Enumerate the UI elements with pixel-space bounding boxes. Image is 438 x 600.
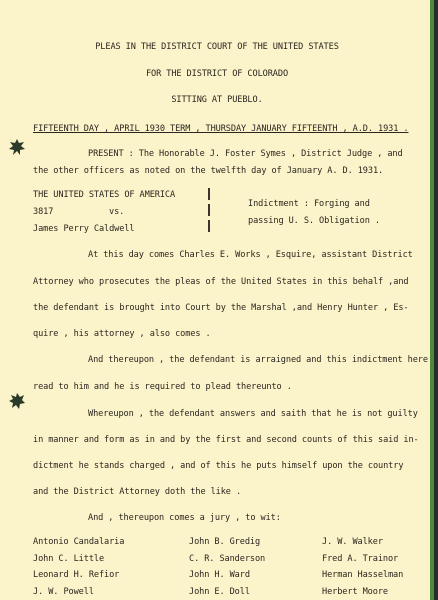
caption-divider-2: [208, 204, 210, 216]
juror-name: John E. Doll: [189, 587, 250, 597]
paragraph-2-line-2: read to him and he is required to plead thereunto .: [33, 382, 292, 392]
paragraph-3-line-1: Whereupon , the defendant answers and saith that he is not guilty: [88, 409, 418, 419]
juror-name: Leonard H. Refior: [33, 570, 120, 580]
juror-name: Herbert Moore: [322, 587, 388, 597]
paragraph-3-line-3: dictment he stands charged , and of this he puts himself upon the country: [33, 461, 404, 471]
page-edge: [430, 0, 434, 600]
caption-charge-1: Indictment : Forging and: [248, 199, 370, 209]
caption-plaintiff: THE UNITED STATES OF AMERICA: [33, 190, 176, 200]
juror-name: John B. Gredig: [189, 537, 261, 547]
paragraph-2-line-1: And thereupon , the defendant is arraigned and this indictment here: [88, 355, 428, 365]
caption-case-number: 3817: [33, 207, 54, 217]
punch-hole-mark-bottom-icon: [8, 392, 26, 410]
caption-divider-3: [208, 220, 210, 232]
paragraph-3-line-2: in manner and form as in and by the first and second counts of this said in-: [33, 435, 419, 445]
juror-name: Herman Hasselman: [322, 570, 404, 580]
juror-name: John C. Little: [33, 554, 105, 564]
juror-name: John H. Ward: [189, 570, 250, 580]
juror-name: Antonio Candalaria: [33, 537, 125, 547]
present-line-1: PRESENT : The Honorable J. Foster Symes , District Judge , and: [88, 149, 403, 159]
paragraph-1-line-2: Attorney who prosecutes the pleas of the United States in this behalf ,and: [33, 277, 409, 287]
session-line: FIFTEENTH DAY , APRIL 1930 TERM , THURSDAY JANUARY FIFTEENTH , A.D. 1931 .: [33, 124, 409, 134]
present-line-2: the other officers as noted on the twelfth day of January A. D. 1931.: [33, 166, 384, 176]
paragraph-1-line-4: quire , his attorney , also comes .: [33, 329, 211, 339]
paragraph-1-line-3: the defendant is brought into Court by the Marshal ,and Henry Hunter , Es-: [33, 303, 409, 313]
juror-name: Fred A. Trainor: [322, 554, 399, 564]
paragraph-3-line-4: and the District Attorney doth the like .: [33, 487, 242, 497]
court-heading: PLEAS IN THE DISTRICT COURT OF THE UNITED STATES: [95, 42, 339, 52]
sitting-heading: SITTING AT PUEBLO.: [171, 95, 263, 105]
juror-name: J. W. Powell: [33, 587, 94, 597]
juror-name: J. W. Walker: [322, 537, 383, 547]
punch-hole-mark-top-icon: [8, 138, 26, 156]
district-heading: FOR THE DISTRICT OF COLORADO: [145, 69, 289, 79]
caption-divider-1: [208, 188, 210, 200]
caption-charge-2: passing U. S. Obligation .: [248, 216, 380, 226]
caption-defendant: James Perry Caldwell: [33, 224, 135, 234]
paragraph-1-line-1: At this day comes Charles E. Works , Esquire, assistant District: [88, 250, 413, 260]
juror-name: C. R. Sanderson: [189, 554, 266, 564]
caption-versus: vs.: [109, 207, 125, 217]
paragraph-4: And , thereupon comes a jury , to wit:: [88, 513, 281, 523]
